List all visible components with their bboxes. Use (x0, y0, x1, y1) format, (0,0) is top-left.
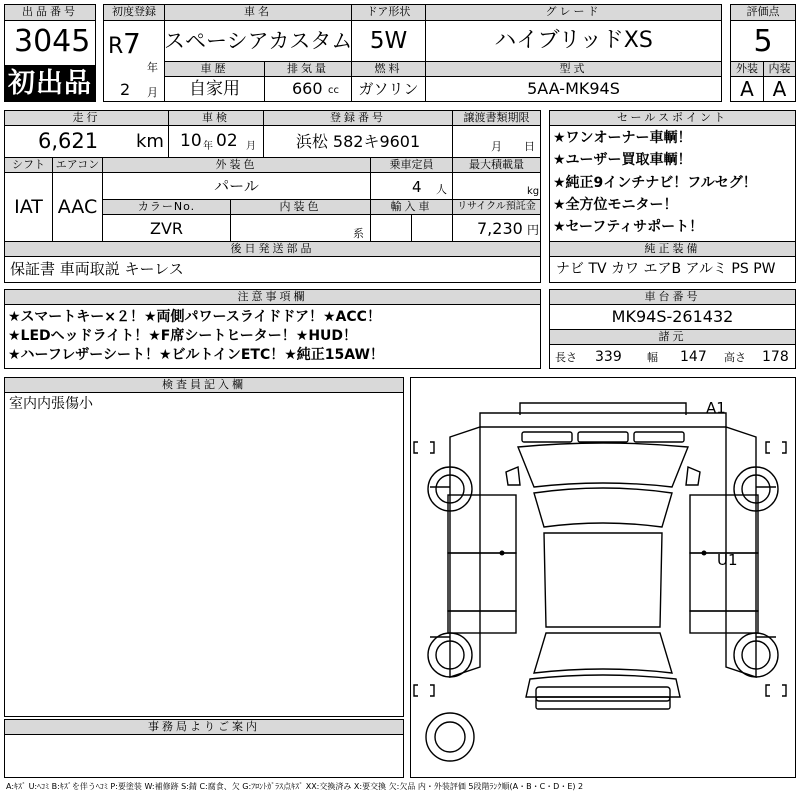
equipment: ナビ TV カワ エアB アルミ PS PW (556, 261, 776, 277)
damage-mark-u1: U1 (717, 551, 738, 569)
mileage-unit: km (136, 131, 164, 152)
plate-number: 浜松 582キ9601 (295, 132, 421, 151)
office-label: 事務局よりご案内 (4, 719, 404, 735)
damage-mark-a1: A1 (706, 399, 726, 417)
right-mirror (686, 467, 700, 485)
width: 147 (680, 349, 707, 365)
bracket-mark (414, 685, 434, 696)
capacity: 4 (412, 178, 422, 196)
grade-label: グレード (425, 4, 722, 21)
inspection-month-unit: 月 (246, 141, 256, 152)
chassis-label: 車台番号 (549, 289, 796, 305)
height-label: 高さ (724, 351, 746, 364)
first-reg-year-unit: 年 (147, 61, 158, 74)
width-label: 幅 (647, 351, 658, 364)
rear-bumper-outline (536, 687, 670, 701)
car-name: スペーシアカスタム (164, 29, 353, 53)
displacement-label: 排気量 (264, 61, 352, 77)
score: 5 (753, 24, 773, 59)
door-label: ドア形状 (351, 4, 426, 21)
tailgate-outline (526, 675, 680, 697)
sales-point: ★セーフティサポート！ (553, 219, 704, 235)
inspection-month: 02 (216, 131, 238, 151)
bracket-mark (766, 442, 786, 453)
model-label: 型式 (425, 61, 722, 77)
rear-plate-outline (536, 697, 670, 709)
capacity-unit: 人 (436, 183, 447, 196)
car-name-label: 車名 (164, 4, 352, 21)
sales-point: ★純正9インチナビ！フルセグ！ (553, 175, 757, 191)
mileage-label: 走行 (4, 110, 169, 126)
first-reg-month-unit: 月 (147, 86, 158, 99)
shift-label: シフト (4, 157, 53, 173)
chassis-number: MK94S-261432 (611, 307, 734, 326)
first-reg-month: 2 (120, 80, 131, 99)
inspection-label: 車検 (168, 110, 264, 126)
dimensions-label: 諸元 (549, 329, 796, 345)
equipment-label: 純正装備 (549, 241, 796, 257)
office-box (4, 734, 404, 778)
import-box-left (370, 214, 412, 242)
model: 5AA-MK94S (527, 79, 620, 98)
right-front-door (690, 495, 758, 553)
sales-point: ★ユーザー買取車輌！ (553, 152, 692, 168)
recycle-fee: 7,230 (477, 219, 523, 238)
recycle-label: リサイクル預託金 (452, 199, 541, 215)
int-color-label: 内装色 (230, 199, 371, 215)
rear-window-outline (534, 633, 672, 673)
history-label: 車歴 (164, 61, 265, 77)
plate-label: 登録番号 (263, 110, 453, 126)
car-diagram (410, 377, 796, 778)
mileage: 6,621 (38, 129, 99, 153)
first-reg-label: 初度登録 (103, 4, 165, 21)
inspector-label: 検査員記入欄 (4, 377, 404, 393)
sales-point: ★ワンオーナー車輌！ (553, 130, 692, 146)
note-line: ★スマートキー×２！★両側パワースライドドア！★ACC！ (8, 309, 381, 325)
ext-color: パール (214, 177, 259, 195)
left-front-door (448, 495, 516, 553)
bracket-mark (766, 685, 786, 696)
color-no: ZVR (149, 219, 184, 238)
transfer-day-unit: 日 (524, 140, 535, 153)
door-type: 5W (369, 28, 408, 54)
ext-color-label: 外装色 (102, 157, 371, 173)
inspector-box (4, 392, 404, 717)
length-label: 長さ (555, 351, 577, 364)
notes-label: 注意事項欄 (4, 289, 541, 305)
transfer-label: 譲渡書類期限 (452, 110, 541, 126)
left-lower-panel (448, 611, 516, 633)
int-color-unit: 系 (353, 227, 364, 240)
max-load-label: 最大積載量 (452, 157, 541, 173)
left-mirror (506, 467, 520, 485)
lot-label: 出品番号 (4, 4, 96, 21)
displacement-unit: cc (328, 85, 339, 96)
interior-grade: A (772, 77, 787, 101)
grille-slat (578, 432, 628, 442)
note-line: ★LEDヘッドライト！★F席シートヒーター！★HUD！ (8, 328, 358, 344)
dimensions-box (549, 344, 796, 369)
grade: ハイブリッドXS (494, 28, 653, 53)
inspection-year-unit: 年 (203, 141, 213, 152)
interior-grade-label: 内装 (763, 61, 796, 77)
inspection-year: 10 (180, 131, 202, 151)
exterior-grade-label: 外装 (730, 61, 764, 77)
left-rear-door (448, 553, 516, 611)
recycle-unit: 円 (527, 223, 540, 237)
history: 自家用 (189, 79, 240, 99)
spare-wheel (435, 722, 465, 752)
spare-wheel (426, 713, 474, 761)
door-handle-dot (702, 551, 707, 556)
bracket-mark (414, 442, 434, 453)
import-box-right (411, 214, 453, 242)
first-reg-era: R (108, 34, 124, 59)
max-load-unit: kg (527, 186, 540, 197)
windshield-outline (534, 488, 672, 527)
aircon: AAC (57, 196, 98, 218)
color-no-label: カラーNo. (102, 199, 231, 215)
exterior-grade: A (740, 77, 754, 101)
height: 178 (762, 349, 789, 365)
lot-number: 3045 (14, 24, 91, 59)
sales-point: ★全方位モニター！ (553, 197, 678, 213)
note-line: ★ハーフレザーシート！★ビルトインETC！★純正15AW！ (8, 347, 384, 363)
roof-outline (544, 533, 662, 627)
fuel-label: 燃料 (351, 61, 426, 77)
fuel-cap-dot (500, 551, 505, 556)
first-listing-badge: 初出品 (4, 66, 96, 102)
front-nose-outline (480, 413, 726, 427)
hood-outline (518, 443, 688, 487)
import-label: 輸入車 (370, 199, 453, 215)
int-color-box (230, 214, 371, 242)
sales-points-label: セールスポイント (549, 110, 796, 126)
left-sill-line (430, 487, 450, 637)
fuel: ガソリン (358, 80, 419, 98)
grille-slat (634, 432, 684, 442)
score-label: 評価点 (730, 4, 796, 21)
right-sill-line (756, 487, 776, 637)
inspector-comment: 室内内張傷小 (9, 396, 93, 412)
first-reg-year: 7 (123, 27, 141, 60)
later-parts-label: 後日発送部品 (4, 241, 541, 257)
later-parts: 保証書 車両取説 キーレス (10, 260, 184, 278)
length: 339 (595, 349, 622, 365)
capacity-label: 乗車定員 (370, 157, 453, 173)
shift: IAT (14, 196, 43, 218)
aircon-label: エアコン (52, 157, 103, 173)
grille-slat (522, 432, 572, 442)
displacement: 660 (292, 79, 323, 98)
transfer-month-unit: 月 (491, 140, 502, 153)
legend: A:ｷｽﾞ U:ﾍｺﾐ B:ｷｽﾞを伴うﾍｺﾐ P:要塗装 W:補修跡 S:錆 C:腐食、欠 G:ﾌﾛﾝﾄｶﾞﾗｽ点ｷｽﾞ XX:交換済み X:要交換 欠:欠品 内・外装評価 5段階ﾗﾝｸ順(A・B・C・D・E) 2 (6, 782, 584, 791)
right-lower-panel (690, 611, 758, 633)
